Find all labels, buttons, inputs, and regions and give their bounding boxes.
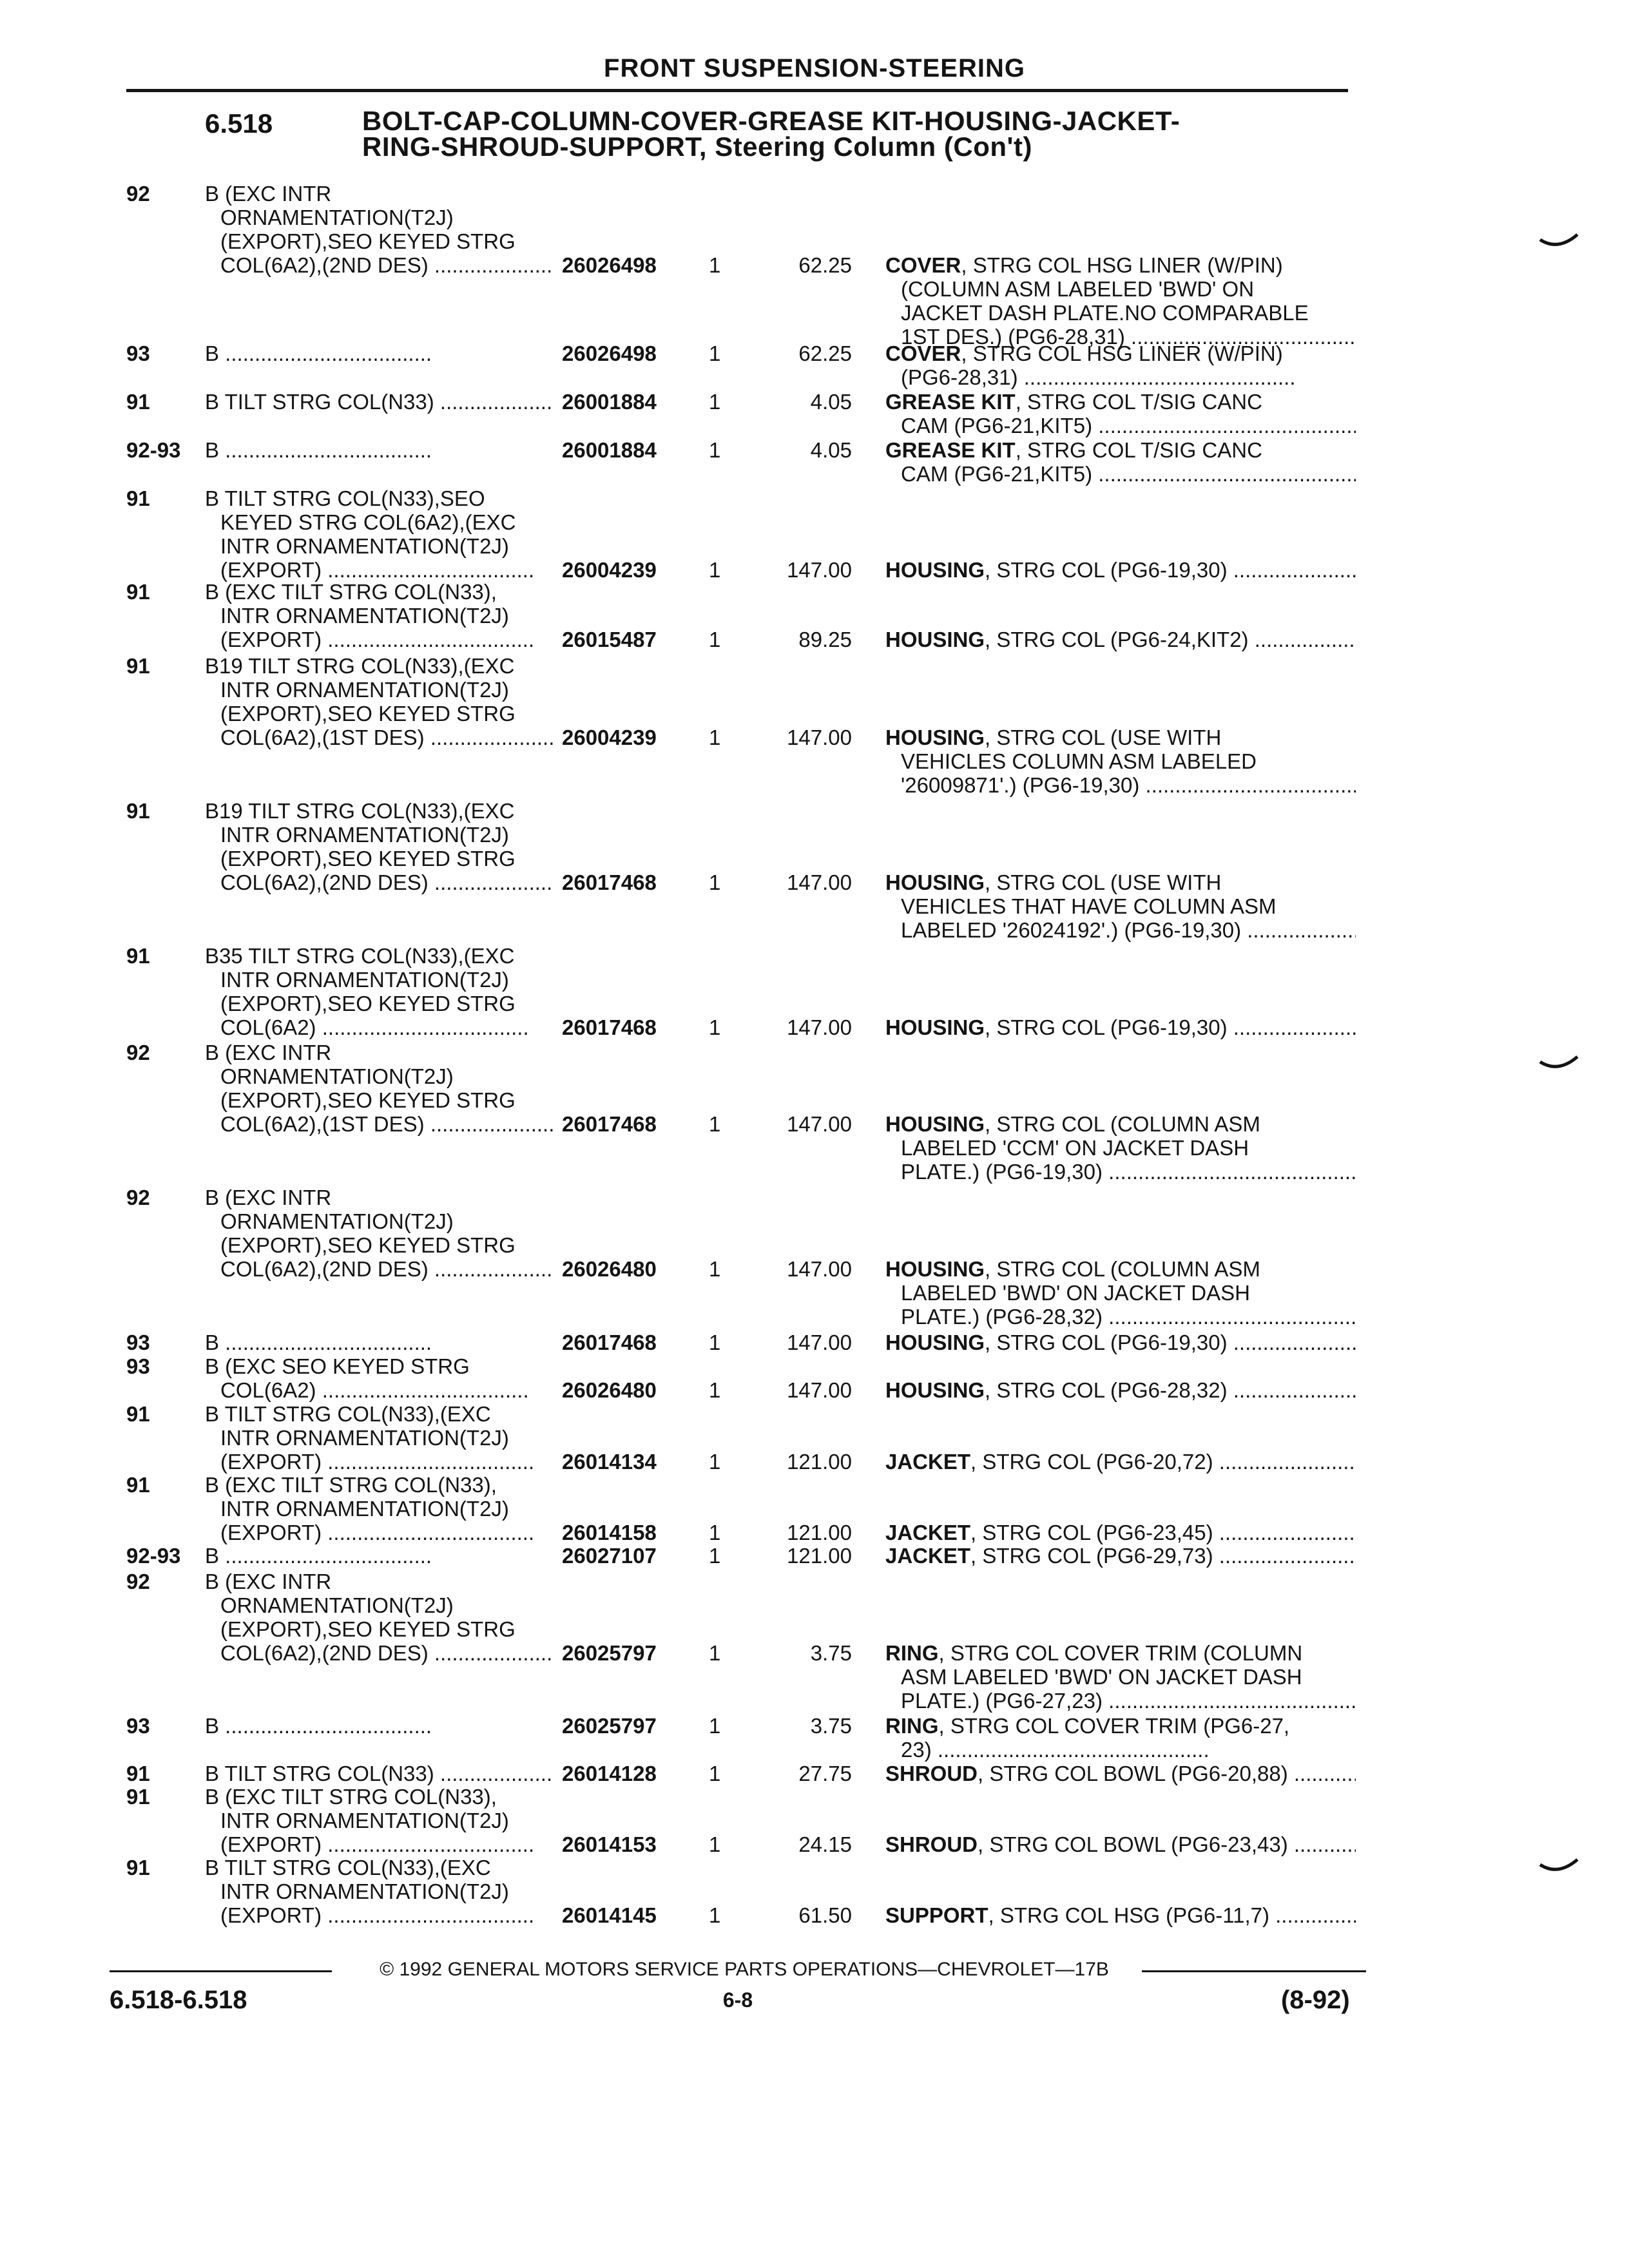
description-text: , STRG COL (PG6-24,KIT2)	[985, 628, 1249, 651]
vehicle-line: KEYED STRG COL(6A2),(EXC	[220, 510, 516, 534]
vehicle-applicability	[205, 182, 553, 277]
figure-reference: 91	[126, 1402, 150, 1426]
figure-reference: 93	[126, 1354, 150, 1378]
vehicle-line: B (EXC TILT STRG COL(N33),	[205, 580, 497, 604]
footer-rule-left	[110, 1970, 332, 1972]
vehicle-line: COL(6A2),(2ND DES) .....	[205, 1257, 553, 1281]
quantity: 1	[709, 1378, 721, 1402]
part-description	[885, 870, 1356, 942]
figure-reference: 93	[126, 341, 150, 365]
description-line	[885, 1015, 1356, 1039]
vehicle-applicability	[205, 944, 553, 1039]
vehicle-line: INTR ORNAMENTATION(T2J)	[220, 1497, 509, 1521]
description-text: , STRG COL (PG6-19,30)	[985, 558, 1228, 582]
part-number: 26026480	[562, 1378, 657, 1402]
vehicle-line: (EXPORT),SEO KEYED STRG	[220, 1617, 516, 1641]
price: 3.75	[810, 1714, 852, 1738]
description-line	[885, 1257, 1356, 1281]
quantity: 1	[709, 1903, 721, 1927]
part-description	[885, 1544, 1356, 1568]
description-line	[885, 1714, 1356, 1738]
part-number: 26026480	[562, 1257, 657, 1281]
description-line: PLATE.) (PG6-27,23) .....	[885, 1689, 1356, 1713]
vehicle-line: B .....	[205, 438, 553, 462]
vehicle-line: COL(6A2),(2ND DES) .....	[205, 870, 553, 894]
part-name: RING	[885, 1714, 939, 1738]
part-name: JACKET	[885, 1450, 971, 1474]
description-line: VEHICLES COLUMN ASM LABELED	[901, 749, 1257, 773]
vehicle-applicability	[205, 1186, 553, 1281]
description-line: LABELED 'BWD' ON JACKET DASH	[901, 1281, 1250, 1305]
part-name: JACKET	[885, 1544, 971, 1568]
description-line: PLATE.) (PG6-19,30) .....	[885, 1160, 1356, 1184]
figure-reference: 91	[126, 654, 150, 678]
part-description	[885, 1257, 1356, 1329]
vehicle-line: (EXPORT) .....	[205, 1832, 553, 1856]
figure-reference: 93	[126, 1714, 150, 1738]
vehicle-line: INTR ORNAMENTATION(T2J)	[220, 678, 509, 702]
part-number: 26014134	[562, 1450, 657, 1474]
description-line: (COLUMN ASM LABELED 'BWD' ON	[901, 277, 1255, 301]
description-line: ASM LABELED 'BWD' ON JACKET DASH	[901, 1665, 1302, 1689]
quantity: 1	[709, 1544, 721, 1568]
margin-check-mark-icon	[1539, 1054, 1579, 1073]
description-line	[885, 628, 1356, 651]
vehicle-line: B19 TILT STRG COL(N33),(EXC	[205, 654, 515, 678]
figure-reference: 91	[126, 799, 150, 823]
part-description	[885, 390, 1356, 437]
vehicle-line: COL(6A2) .....	[205, 1015, 553, 1039]
vehicle-line: ORNAMENTATION(T2J)	[220, 206, 454, 229]
part-name: COVER	[885, 341, 961, 365]
part-name: SHROUD	[885, 1832, 978, 1856]
vehicle-applicability	[205, 1544, 553, 1568]
price: 62.25	[798, 341, 852, 365]
price: 147.00	[787, 1257, 852, 1281]
vehicle-line: B .....	[205, 1544, 553, 1568]
description-line	[885, 1378, 1356, 1402]
part-number: 26017468	[562, 1015, 657, 1039]
vehicle-line: INTR ORNAMENTATION(T2J)	[220, 823, 509, 847]
description-text: , STRG COL COVER TRIM (PG6-27,	[938, 1714, 1290, 1738]
page-number: 6-8	[722, 1988, 753, 2012]
figure-reference: 92-93	[126, 438, 181, 462]
vehicle-line: B .....	[205, 1714, 553, 1738]
description-line	[885, 1762, 1356, 1785]
part-description	[885, 1903, 1356, 1927]
vehicle-line: B (EXC TILT STRG COL(N33),	[205, 1785, 497, 1809]
price: 62.25	[798, 253, 852, 277]
vehicle-line: (EXPORT) .....	[205, 1903, 553, 1927]
description-line: (PG6-28,31) .....	[885, 365, 1356, 389]
vehicle-applicability	[205, 1785, 553, 1856]
part-number: 26014153	[562, 1832, 657, 1856]
part-name: HOUSING	[885, 1015, 985, 1039]
quantity: 1	[709, 1832, 721, 1856]
quantity: 1	[709, 1762, 721, 1785]
quantity: 1	[709, 1450, 721, 1474]
price: 147.00	[787, 1378, 852, 1402]
price: 147.00	[787, 870, 852, 894]
description-line	[885, 438, 1356, 462]
vehicle-line: B (EXC TILT STRG COL(N33),	[205, 1473, 497, 1497]
vehicle-line: B19 TILT STRG COL(N33),(EXC	[205, 799, 515, 823]
vehicle-line: COL(6A2),(2ND DES) .....	[205, 253, 553, 277]
footer-rule-right	[1142, 1970, 1366, 1972]
description-line	[885, 1641, 1356, 1665]
section-number: 6.518	[205, 108, 273, 139]
part-description	[885, 1714, 1356, 1762]
part-name: COVER	[885, 253, 961, 277]
quantity: 1	[709, 1112, 721, 1136]
part-description	[885, 1832, 1356, 1856]
part-description	[885, 438, 1356, 486]
price: 121.00	[787, 1450, 852, 1474]
part-name: GREASE KIT	[885, 390, 1016, 414]
figure-reference: 91	[126, 486, 150, 510]
figure-reference: 91	[126, 390, 150, 414]
price: 147.00	[787, 1331, 852, 1354]
description-text: , STRG COL BOWL (PG6-23,43)	[978, 1832, 1288, 1856]
figure-reference: 91	[126, 944, 150, 968]
quantity: 1	[709, 341, 721, 365]
vehicle-line: B .....	[205, 1331, 553, 1354]
description-line	[885, 1544, 1356, 1568]
margin-check-mark-icon	[1539, 232, 1579, 251]
part-name: HOUSING	[885, 1331, 985, 1354]
description-line	[885, 1903, 1356, 1927]
vehicle-line: COL(6A2),(1ST DES) .....	[205, 1112, 553, 1136]
header-rule	[126, 89, 1348, 92]
heading-line-1: BOLT-CAP-COLUMN-COVER-GREASE KIT-HOUSING-JACKET-	[362, 106, 1181, 136]
price: 4.05	[810, 438, 852, 462]
quantity: 1	[709, 558, 721, 582]
price: 24.15	[798, 1832, 852, 1856]
vehicle-line: INTR ORNAMENTATION(T2J)	[220, 1809, 509, 1832]
description-line	[885, 870, 1356, 894]
description-text: , STRG COL (PG6-23,45)	[970, 1521, 1213, 1544]
part-name: HOUSING	[885, 1257, 985, 1281]
description-line	[885, 253, 1356, 277]
part-description	[885, 628, 1356, 651]
description-line: LABELED 'CCM' ON JACKET DASH	[901, 1136, 1249, 1160]
description-line: PLATE.) (PG6-28,32) .....	[885, 1305, 1356, 1329]
section-title: FRONT SUSPENSION-STEERING	[604, 54, 1025, 82]
part-description	[885, 341, 1356, 389]
vehicle-line: B TILT STRG COL(N33),(EXC	[205, 1402, 491, 1426]
vehicle-applicability	[205, 1354, 553, 1402]
part-number: 26027107	[562, 1544, 657, 1568]
price: 121.00	[787, 1544, 852, 1568]
quantity: 1	[709, 870, 721, 894]
part-name: RING	[885, 1641, 939, 1665]
quantity: 1	[709, 1015, 721, 1039]
vehicle-line: ORNAMENTATION(T2J)	[220, 1593, 454, 1617]
vehicle-applicability	[205, 1570, 553, 1665]
description-text: , STRG COL (USE WITH	[985, 726, 1222, 749]
figure-reference: 93	[126, 1331, 150, 1354]
part-number: 26026498	[562, 253, 657, 277]
part-number: 26001884	[562, 390, 657, 414]
vehicle-line: COL(6A2) .....	[205, 1378, 553, 1402]
quantity: 1	[709, 1521, 721, 1544]
figure-reference: 92	[126, 1570, 150, 1593]
description-text: , STRG COL HSG LINER (W/PIN)	[961, 253, 1283, 277]
vehicle-applicability	[205, 799, 553, 894]
vehicle-line: (EXPORT),SEO KEYED STRG	[220, 229, 516, 253]
description-line: 1ST DES.) (PG6-28,31) .....	[885, 325, 1356, 349]
vehicle-line: B TILT STRG COL(N33) .....	[205, 1762, 553, 1785]
part-description	[885, 1112, 1356, 1184]
description-line	[885, 1112, 1356, 1136]
vehicle-line: ORNAMENTATION(T2J)	[220, 1064, 454, 1088]
quantity: 1	[709, 390, 721, 414]
part-description	[885, 253, 1356, 349]
description-line	[885, 1832, 1356, 1856]
part-name: SHROUD	[885, 1762, 978, 1785]
vehicle-line: B TILT STRG COL(N33),SEO	[205, 486, 485, 510]
vehicle-line: B (EXC INTR	[205, 1041, 332, 1064]
vehicle-line: B (EXC SEO KEYED STRG	[205, 1354, 470, 1378]
quantity: 1	[709, 253, 721, 277]
price: 27.75	[798, 1762, 852, 1785]
page-date: (8-92)	[1281, 1986, 1350, 2014]
vehicle-line: (EXPORT),SEO KEYED STRG	[220, 992, 516, 1015]
part-name: SUPPORT	[885, 1903, 988, 1927]
part-description	[885, 1641, 1356, 1713]
description-text: , STRG COL COVER TRIM (COLUMN	[938, 1641, 1303, 1665]
description-line	[885, 341, 1356, 365]
part-description	[885, 558, 1356, 582]
vehicle-applicability	[205, 1473, 553, 1544]
figure-reference: 92	[126, 182, 150, 206]
part-number: 26017468	[562, 1112, 657, 1136]
quantity: 1	[709, 726, 721, 749]
part-number: 26004239	[562, 726, 657, 749]
vehicle-line: B .....	[205, 341, 553, 365]
part-name: HOUSING	[885, 1378, 985, 1402]
vehicle-line: B35 TILT STRG COL(N33),(EXC	[205, 944, 515, 968]
section-heading	[362, 108, 1367, 160]
vehicle-applicability	[205, 390, 553, 414]
copyright-line: © 1992 GENERAL MOTORS SERVICE PARTS OPERATIONS—CHEVROLET—17B	[380, 1959, 1109, 1980]
description-text: , STRG COL (COLUMN ASM	[985, 1257, 1260, 1281]
description-line: CAM (PG6-21,KIT5) .....	[885, 414, 1356, 437]
part-description	[885, 1378, 1356, 1402]
vehicle-applicability	[205, 654, 553, 749]
vehicle-applicability	[205, 1762, 553, 1785]
vehicle-line: (EXPORT) .....	[205, 1450, 553, 1474]
part-number: 26017468	[562, 1331, 657, 1354]
part-name: HOUSING	[885, 628, 985, 651]
description-line: CAM (PG6-21,KIT5) .....	[885, 462, 1356, 486]
vehicle-line: COL(6A2),(2ND DES) .....	[205, 1641, 553, 1665]
description-line: LABELED '26024192'.) (PG6-19,30) .....	[885, 918, 1356, 942]
part-number: 26026498	[562, 341, 657, 365]
description-line: 23) .....	[885, 1738, 1356, 1762]
price: 147.00	[787, 558, 852, 582]
price: 89.25	[798, 628, 852, 651]
vehicle-applicability	[205, 580, 553, 651]
description-line	[885, 1331, 1356, 1354]
description-text: , STRG COL HSG LINER (W/PIN)	[961, 341, 1283, 365]
vehicle-line: INTR ORNAMENTATION(T2J)	[220, 1426, 509, 1450]
part-description	[885, 726, 1356, 797]
description-text: , STRG COL T/SIG CANC	[1015, 390, 1262, 414]
price: 147.00	[787, 1112, 852, 1136]
part-number: 26014158	[562, 1521, 657, 1544]
part-number: 26004239	[562, 558, 657, 582]
vehicle-applicability	[205, 341, 553, 365]
vehicle-applicability	[205, 1856, 553, 1927]
vehicle-line: (EXPORT) .....	[205, 558, 553, 582]
vehicle-applicability	[205, 1402, 553, 1474]
description-text: , STRG COL T/SIG CANC	[1015, 438, 1262, 462]
part-number: 26014128	[562, 1762, 657, 1785]
vehicle-line: B (EXC INTR	[205, 1186, 332, 1209]
page-range: 6.518-6.518	[110, 1986, 247, 2014]
description-text: , STRG COL HSG (PG6-11,7)	[988, 1903, 1269, 1927]
quantity: 1	[709, 628, 721, 651]
vehicle-line: (EXPORT),SEO KEYED STRG	[220, 702, 516, 726]
vehicle-applicability	[205, 1041, 553, 1136]
description-text: , STRG COL (PG6-19,30)	[985, 1015, 1228, 1039]
price: 147.00	[787, 1015, 852, 1039]
vehicle-line: COL(6A2),(1ST DES) .....	[205, 726, 553, 749]
quantity: 1	[709, 1331, 721, 1354]
vehicle-line: INTR ORNAMENTATION(T2J)	[220, 1879, 509, 1903]
description-line: JACKET DASH PLATE.NO COMPARABLE	[901, 301, 1309, 325]
description-line	[885, 1450, 1356, 1474]
description-text: , STRG COL BOWL (PG6-20,88)	[978, 1762, 1288, 1785]
figure-reference: 91	[126, 1856, 150, 1879]
description-line: '26009871'.) (PG6-19,30) .....	[885, 773, 1356, 797]
figure-reference: 91	[126, 580, 150, 604]
price: 3.75	[810, 1641, 852, 1665]
vehicle-line: INTR ORNAMENTATION(T2J)	[220, 604, 509, 628]
price: 4.05	[810, 390, 852, 414]
vehicle-applicability	[205, 486, 553, 582]
figure-reference: 92	[126, 1041, 150, 1064]
heading-line-2: RING-SHROUD-SUPPORT, Steering Column (Con't)	[362, 131, 1032, 162]
quantity: 1	[709, 1641, 721, 1665]
quantity: 1	[709, 1257, 721, 1281]
part-number: 26015487	[562, 628, 657, 651]
vehicle-line: (EXPORT) .....	[205, 628, 553, 651]
part-description	[885, 1015, 1356, 1039]
price: 61.50	[798, 1903, 852, 1927]
part-number: 26025797	[562, 1714, 657, 1738]
description-line	[885, 390, 1356, 414]
vehicle-line: INTR ORNAMENTATION(T2J)	[220, 968, 509, 992]
part-number: 26025797	[562, 1641, 657, 1665]
margin-check-mark-icon	[1539, 1857, 1579, 1876]
description-text: , STRG COL (PG6-28,32)	[985, 1378, 1228, 1402]
description-line	[885, 558, 1356, 582]
description-text: , STRG COL (PG6-19,30)	[985, 1331, 1228, 1354]
part-description	[885, 1521, 1356, 1544]
quantity: 1	[709, 438, 721, 462]
figure-reference: 91	[126, 1785, 150, 1809]
vehicle-line: (EXPORT),SEO KEYED STRG	[220, 847, 516, 870]
price: 121.00	[787, 1521, 852, 1544]
part-description	[885, 1762, 1356, 1785]
part-description	[885, 1450, 1356, 1474]
description-line	[885, 1521, 1356, 1544]
part-number: 26001884	[562, 438, 657, 462]
part-name: GREASE KIT	[885, 438, 1016, 462]
vehicle-line: B (EXC INTR	[205, 182, 332, 206]
vehicle-line: INTR ORNAMENTATION(T2J)	[220, 534, 509, 558]
part-name: HOUSING	[885, 1112, 985, 1136]
vehicle-line: (EXPORT) .....	[205, 1521, 553, 1544]
figure-reference: 91	[126, 1762, 150, 1785]
description-text: , STRG COL (PG6-20,72)	[970, 1450, 1213, 1474]
description-text: , STRG COL (PG6-29,73)	[970, 1544, 1213, 1568]
vehicle-line: (EXPORT),SEO KEYED STRG	[220, 1088, 516, 1112]
part-number: 26014145	[562, 1903, 657, 1927]
part-name: JACKET	[885, 1521, 971, 1544]
figure-reference: 91	[126, 1473, 150, 1497]
part-name: HOUSING	[885, 726, 985, 749]
vehicle-line: B TILT STRG COL(N33),(EXC	[205, 1856, 491, 1879]
vehicle-applicability	[205, 1331, 553, 1354]
vehicle-line: ORNAMENTATION(T2J)	[220, 1209, 454, 1233]
vehicle-line: (EXPORT),SEO KEYED STRG	[220, 1233, 516, 1257]
figure-reference: 92-93	[126, 1544, 181, 1568]
description-line: VEHICLES THAT HAVE COLUMN ASM	[901, 894, 1277, 918]
description-text: , STRG COL (COLUMN ASM	[985, 1112, 1260, 1136]
part-name: HOUSING	[885, 558, 985, 582]
part-description	[885, 1331, 1356, 1354]
description-text: , STRG COL (USE WITH	[985, 870, 1222, 894]
vehicle-applicability	[205, 438, 553, 462]
vehicle-line: B (EXC INTR	[205, 1570, 332, 1593]
part-name: HOUSING	[885, 870, 985, 894]
vehicle-applicability	[205, 1714, 553, 1738]
price: 147.00	[787, 726, 852, 749]
quantity: 1	[709, 1714, 721, 1738]
part-number: 26017468	[562, 870, 657, 894]
description-line	[885, 726, 1356, 749]
vehicle-line: B TILT STRG COL(N33) .....	[205, 390, 553, 414]
figure-reference: 92	[126, 1186, 150, 1209]
